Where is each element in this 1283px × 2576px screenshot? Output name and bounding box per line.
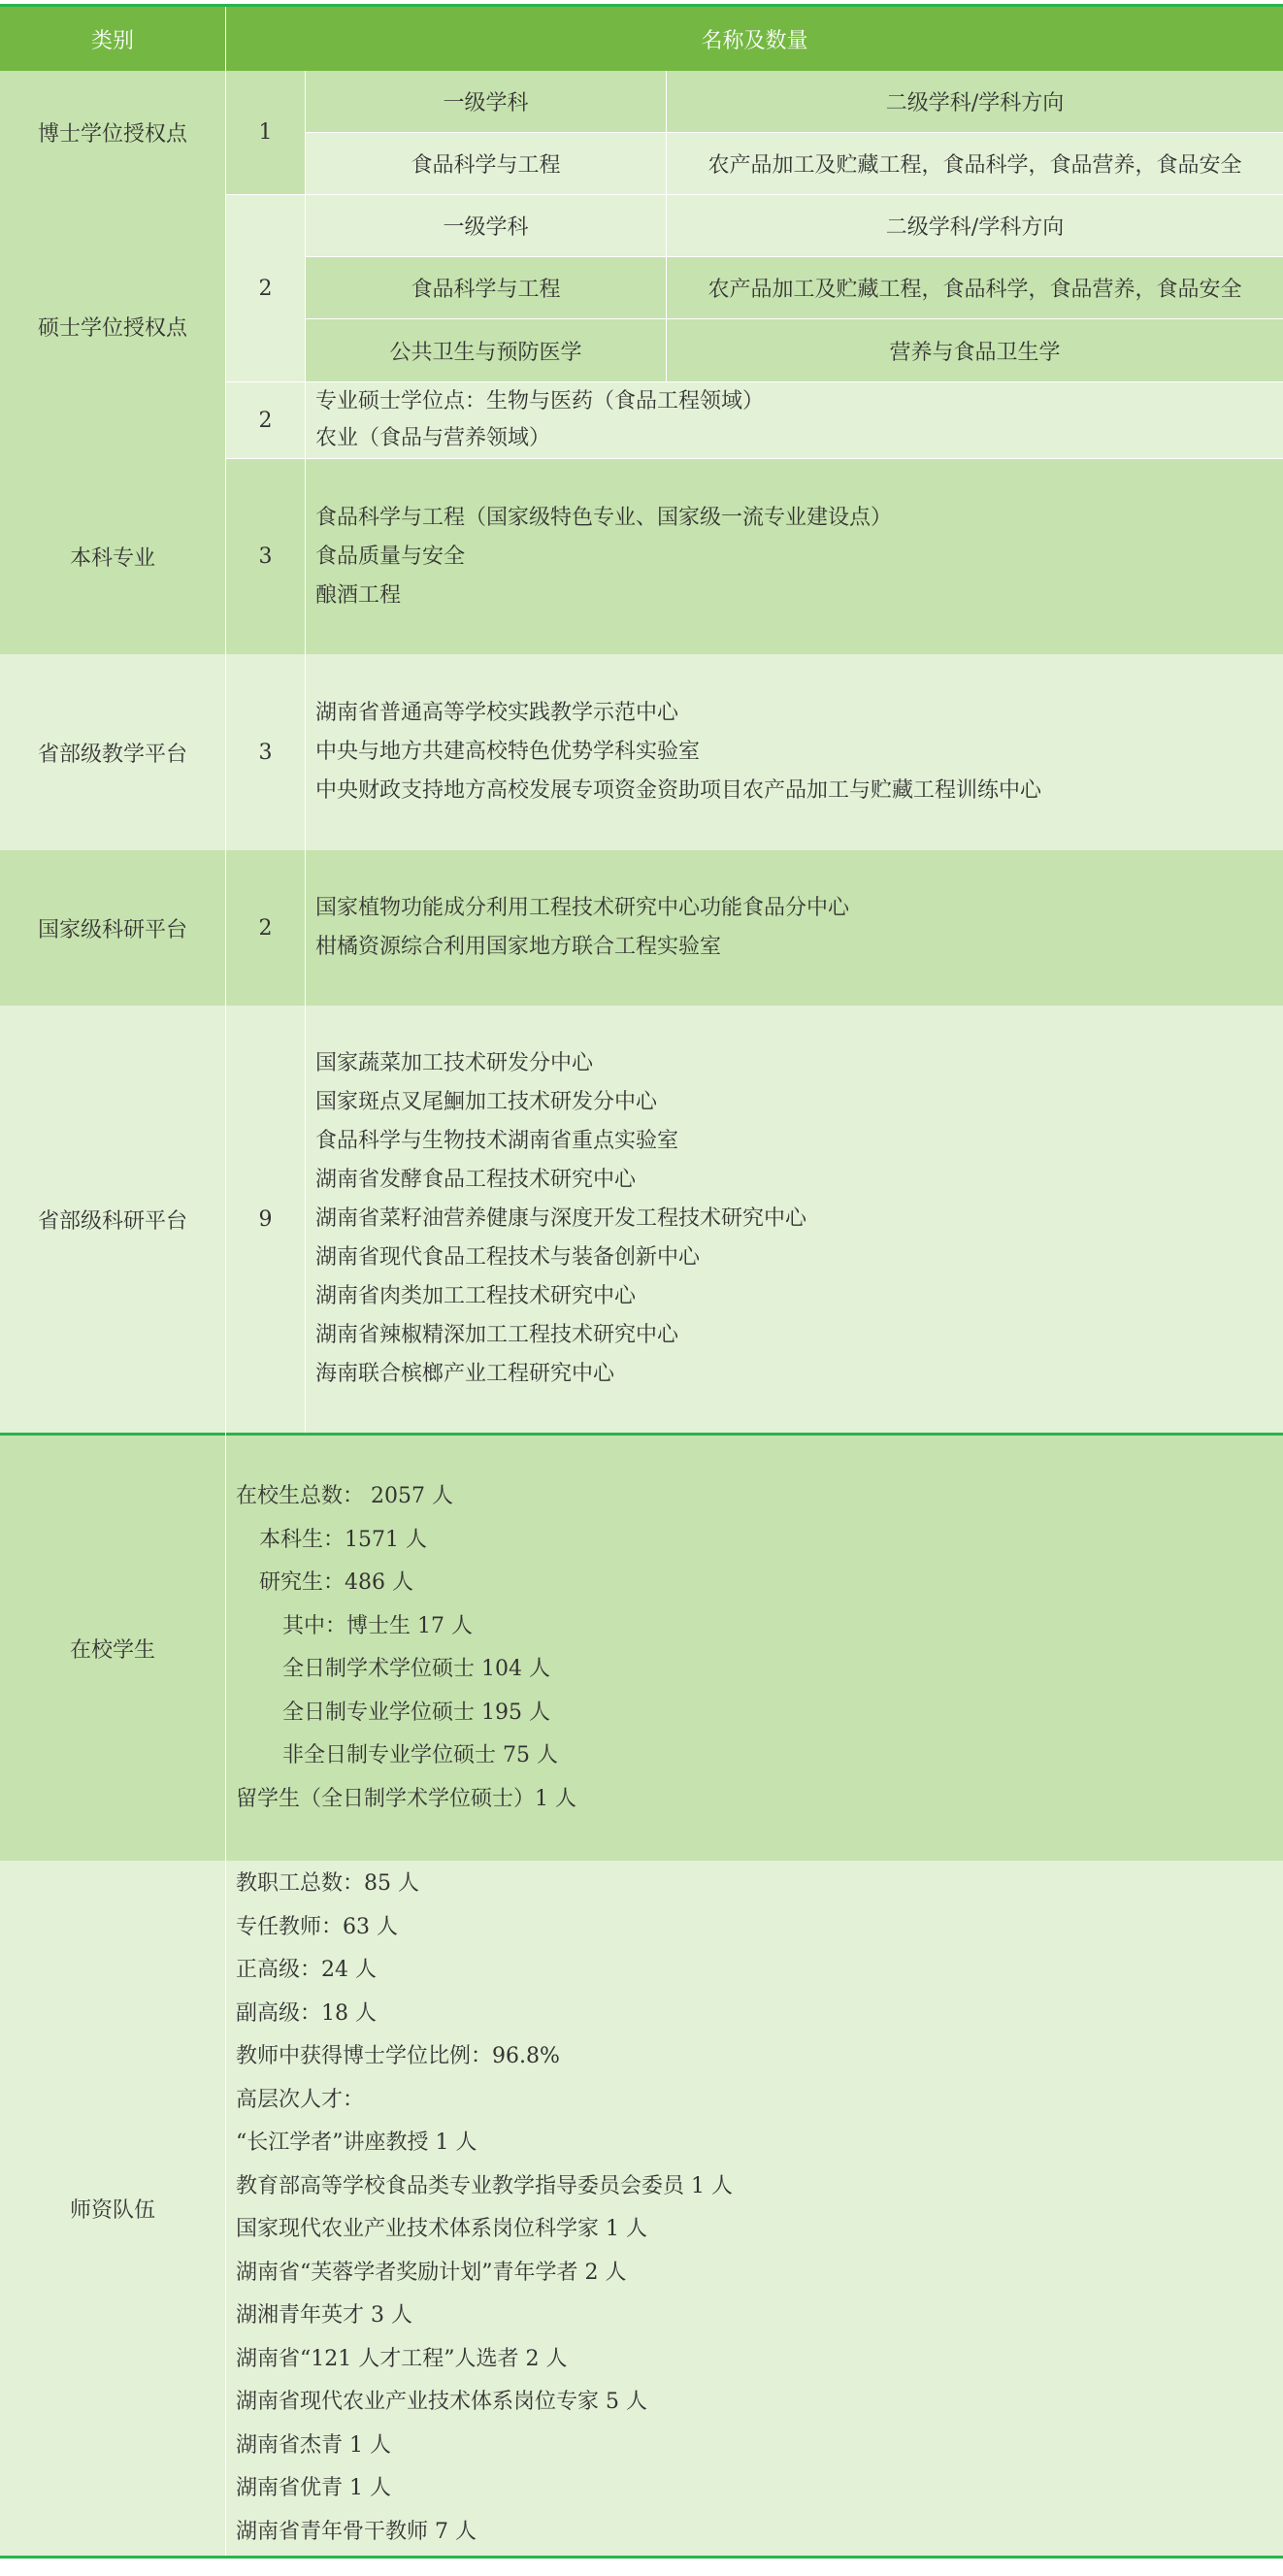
list-item: 教师中获得博士学位比例：96.8% bbox=[236, 2044, 560, 2068]
list-item: 其中：博士生 17 人 bbox=[282, 1613, 473, 1638]
list-item: 高层次人才： bbox=[236, 2087, 365, 2112]
category-teaching-platform: 省部级教学平台 bbox=[0, 654, 225, 850]
list-item: 湖南省杰青 1 人 bbox=[236, 2432, 391, 2458]
list-item: 国家植物功能成分利用工程技术研究中心功能食品分中心 bbox=[315, 896, 850, 920]
category-masters: 硕士学位授权点 bbox=[0, 194, 225, 458]
faculty-list bbox=[226, 1861, 1283, 2556]
list-item: 本科生：1571 人 bbox=[259, 1527, 427, 1552]
list-item: 全日制学术学位硕士 104 人 bbox=[282, 1657, 550, 1681]
column-separator bbox=[666, 71, 667, 381]
header-category-label: 类别 bbox=[90, 28, 134, 53]
masters-subheader-level2: 二级学科/学科方向 bbox=[667, 195, 1283, 256]
row-separator bbox=[226, 194, 1283, 195]
masters-entry-1-level1: 食品科学与工程 bbox=[306, 257, 666, 318]
category-faculty: 师资队伍 bbox=[0, 1861, 225, 2556]
undergrad-count: 3 bbox=[226, 459, 305, 654]
list-item: 湖南省青年骨干教师 7 人 bbox=[236, 2519, 477, 2544]
list-item: 副高级：18 人 bbox=[236, 2000, 377, 2026]
doctoral-level1-value: 食品科学与工程 bbox=[306, 133, 666, 194]
list-item: 湖南省“121 人才工程”人选者 2 人 bbox=[236, 2346, 568, 2371]
row-separator bbox=[226, 381, 1283, 382]
list-item: 专任教师：63 人 bbox=[236, 1914, 398, 1939]
doctoral-level2-value: 农产品加工及贮藏工程，食品科学，食品营养，食品安全 bbox=[667, 133, 1283, 194]
list-item: 湖南省肉类加工工程技术研究中心 bbox=[315, 1284, 637, 1308]
list-item: 研究生：486 人 bbox=[259, 1570, 413, 1595]
list-item: 湖南省现代食品工程技术与装备创新中心 bbox=[315, 1245, 701, 1270]
list-item: 湖南省菜籽油营养健康与深度开发工程技术研究中心 bbox=[315, 1206, 807, 1231]
professional-count: 2 bbox=[226, 382, 305, 458]
masters-subheader-level1: 一级学科 bbox=[306, 195, 666, 256]
list-item: “长江学者”讲座教授 1 人 bbox=[236, 2130, 477, 2155]
provincial-research-count: 9 bbox=[226, 1006, 305, 1433]
list-item: 湖湘青年英才 3 人 bbox=[236, 2303, 412, 2328]
list-item: 湖南省发酵食品工程技术研究中心 bbox=[315, 1168, 637, 1192]
national-research-count: 2 bbox=[226, 850, 305, 1006]
national-research-list bbox=[306, 850, 1283, 1006]
list-item: 教育部高等学校食品类专业教学指导委员会委员 1 人 bbox=[236, 2173, 733, 2198]
list-item: 湖南省优青 1 人 bbox=[236, 2476, 391, 2500]
list-item: 国家现代农业产业技术体系岗位科学家 1 人 bbox=[236, 2217, 647, 2241]
category-national-research: 国家级科研平台 bbox=[0, 850, 225, 1006]
teaching-platform-list bbox=[306, 654, 1283, 850]
masters-count: 2 bbox=[226, 195, 305, 381]
students-list bbox=[226, 1436, 1283, 1861]
list-item: 国家蔬菜加工技术研发分中心 bbox=[315, 1051, 594, 1075]
category-provincial-research: 省部级科研平台 bbox=[0, 1006, 225, 1433]
list-item: 酿酒工程 bbox=[315, 582, 402, 608]
doctoral-count: 1 bbox=[226, 71, 305, 194]
category-students: 在校学生 bbox=[0, 1436, 225, 1861]
header-name-count-label: 名称及数量 bbox=[701, 28, 808, 53]
row-separator bbox=[306, 132, 1283, 133]
list-item: 全日制专业学位硕士 195 人 bbox=[282, 1700, 550, 1725]
header-name-count bbox=[226, 7, 1283, 71]
masters-entry-2-level2: 营养与食品卫生学 bbox=[667, 319, 1283, 381]
teaching-platform-count: 3 bbox=[226, 654, 305, 850]
row-separator bbox=[226, 458, 1283, 459]
list-item: 食品科学与生物技术湖南省重点实验室 bbox=[315, 1129, 679, 1153]
list-item: 中央财政支持地方高校发展专项资金资助项目农产品加工与贮藏工程训练中心 bbox=[315, 778, 1042, 803]
row-separator bbox=[306, 256, 1283, 257]
doctoral-subheader-level2: 二级学科/学科方向 bbox=[667, 71, 1283, 132]
list-item: 教职工总数：85 人 bbox=[236, 1871, 419, 1896]
list-item: 正高级：24 人 bbox=[236, 1958, 377, 1982]
column-separator bbox=[305, 71, 306, 1433]
masters-entry-1-level2: 农产品加工及贮藏工程，食品科学，食品营养，食品安全 bbox=[667, 257, 1283, 318]
list-item: 在校生总数： 2057 人 bbox=[236, 1484, 453, 1508]
list-item: 国家斑点叉尾鮰加工技术研发分中心 bbox=[315, 1090, 658, 1114]
header-category bbox=[0, 7, 225, 71]
table-bottom-rule bbox=[0, 2556, 1283, 2559]
list-item: 中央与地方共建高校特色优势学科实验室 bbox=[315, 740, 701, 764]
list-item: 海南联合槟榔产业工程研究中心 bbox=[315, 1362, 615, 1386]
undergrad-list bbox=[306, 459, 1283, 654]
column-separator bbox=[225, 7, 226, 2556]
provincial-research-list bbox=[306, 1006, 1283, 1433]
professional-list bbox=[306, 382, 1283, 458]
list-item: 非全日制专业学位硕士 75 人 bbox=[282, 1743, 558, 1767]
list-item: 留学生（全日制学术学位硕士）1 人 bbox=[236, 1786, 576, 1811]
row-separator bbox=[306, 318, 1283, 319]
list-item: 柑橘资源综合利用国家地方联合工程实验室 bbox=[315, 935, 722, 959]
list-item: 专业硕士学位点：生物与医药（食品工程领域） bbox=[315, 389, 765, 413]
list-item: 湖南省普通高等学校实践教学示范中心 bbox=[315, 701, 679, 725]
doctoral-subheader-level1: 一级学科 bbox=[306, 71, 666, 132]
list-item: 农业（食品与营养领域） bbox=[315, 426, 551, 450]
list-item: 食品质量与安全 bbox=[315, 544, 466, 569]
list-item: 湖南省辣椒精深加工工程技术研究中心 bbox=[315, 1323, 679, 1347]
list-item: 食品科学与工程（国家级特色专业、国家级一流专业建设点） bbox=[315, 505, 893, 530]
category-doctoral: 博士学位授权点 bbox=[0, 71, 225, 194]
masters-entry-2-level1: 公共卫生与预防医学 bbox=[306, 319, 666, 381]
list-item: 湖南省现代农业产业技术体系岗位专家 5 人 bbox=[236, 2390, 647, 2414]
list-item: 湖南省“芙蓉学者奖励计划”青年学者 2 人 bbox=[236, 2260, 627, 2285]
category-undergrad: 本科专业 bbox=[0, 458, 225, 654]
